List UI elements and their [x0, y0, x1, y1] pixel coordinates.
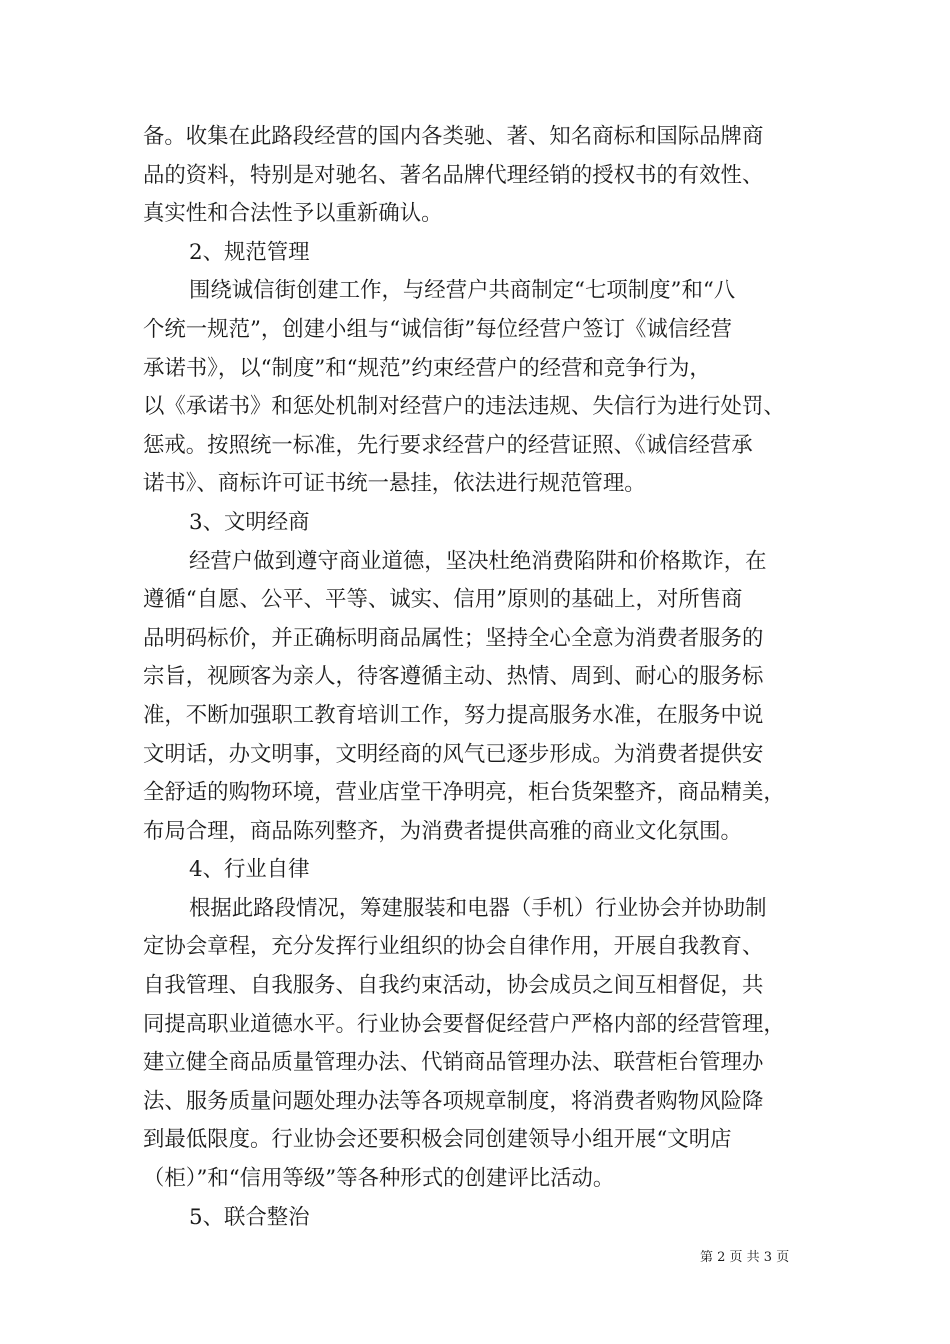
text-line: 定协会章程，充分发挥行业组织的协会自律作用，开展自我教育、 [143, 934, 764, 960]
text-line: 3、文明经商 [189, 509, 310, 535]
text-line: 遵循“自愿、公平、平等、诚实、信用”原则的基础上，对所售商 [143, 587, 743, 613]
text-line: 布局合理，商品陈列整齐，为消费者提供高雅的商业文化氛围。 [143, 818, 742, 844]
text-line: 5、联合整治 [189, 1204, 310, 1230]
text-line: 根据此路段情况，筹建服装和电器（手机）行业协会并协助制 [189, 895, 767, 921]
text-line: 全舒适的购物环境，营业店堂干净明亮，柜台货架整齐，商品精美， [143, 780, 785, 806]
text-line: 个统一规范”，创建小组与“诚信街”每位经营户签订《诚信经营 [143, 316, 732, 342]
text-line: 法、服务质量问题处理办法等各项规章制度，将消费者购物风险降 [143, 1088, 764, 1114]
text-line: 围绕诚信街创建工作，与经营户共商制定“七项制度”和“八 [189, 278, 736, 304]
text-line: 以《承诺书》和惩处机制对经营户的违法违规、失信行为进行处罚、 [143, 394, 785, 420]
text-line: 同提高职业道德水平。行业协会要督促经营户严格内部的经营管理， [143, 1011, 785, 1037]
text-line: 诺书》、商标许可证书统一悬挂，依法进行规范管理。 [143, 471, 646, 497]
text-line: 品明码标价，并正确标明商品属性；坚持全心全意为消费者服务的 [143, 625, 764, 651]
text-line: 惩戒。按照统一标准，先行要求经营户的经营证照、《诚信经营承 [143, 432, 753, 458]
page-number: 第 2 页 共 3 页 [700, 1250, 790, 1265]
text-line: 真实性和合法性予以重新确认。 [143, 201, 443, 227]
text-line: 宗旨，视顾客为亲人，待客遵循主动、热情、周到、耐心的服务标 [143, 664, 764, 690]
text-line: 自我管理、自我服务、自我约束活动，协会成员之间互相督促，共 [143, 973, 764, 999]
text-line: （柜）”和“信用等级”等各种形式的创建评比活动。 [143, 1166, 615, 1192]
text-line: 4、行业自律 [189, 857, 310, 883]
document-body [143, 118, 829, 1237]
text-line: 文明话，办文明事，文明经商的风气已逐步形成。为消费者提供安 [143, 741, 764, 767]
text-line: 准，不断加强职工教育培训工作，努力提高服务水准，在服务中说 [143, 702, 764, 728]
text-line: 品的资料，特别是对驰名、著名品牌代理经销的授权书的有效性、 [143, 162, 764, 188]
text-line: 备。收集在此路段经营的国内各类驰、著、知名商标和国际品牌商 [143, 124, 764, 149]
text-line: 承诺书》，以“制度”和“规范”约束经营户的经营和竞争行为， [143, 355, 711, 381]
text-line: 经营户做到遵守商业道德，坚决杜绝消费陷阱和价格欺诈，在 [189, 548, 767, 574]
text-line: 到最低限度。行业协会还要积极会同创建领导小组开展“文明店 [143, 1127, 732, 1153]
text-line: 2、规范管理 [189, 239, 310, 265]
text-line: 建立健全商品质量管理办法、代销商品管理办法、联营柜台管理办 [143, 1050, 764, 1076]
